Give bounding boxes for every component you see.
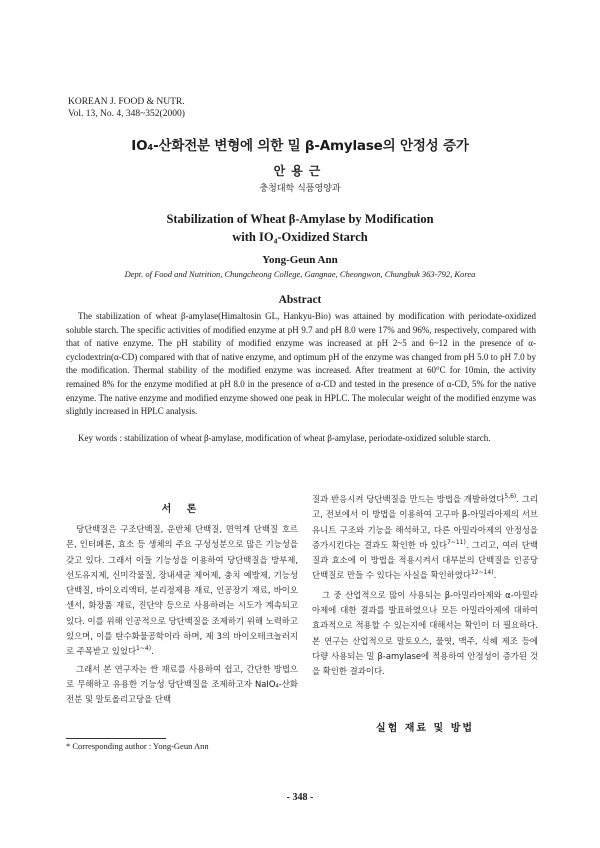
english-title-line2: with IO₄-Oxidized Starch	[232, 230, 368, 244]
korean-author: 안용근	[273, 164, 327, 178]
keywords: Key words : stabilization of wheat β-amylase, modification of wheat β-amylase, periodate-oxidized soluble starch.	[78, 433, 491, 443]
journal-name: KOREAN J. FOOD & NUTR.	[68, 97, 185, 107]
page-number: - 348 -	[286, 792, 314, 803]
journal-citation	[68, 96, 185, 120]
abstract-heading: Abstract	[278, 294, 322, 306]
section-heading-methods: 실험 재료 및 방법	[375, 723, 475, 734]
footnote-divider	[66, 738, 166, 739]
left-column	[66, 522, 298, 708]
korean-title: IO₄-산화전분 변형에 의한 밀 β-Amylase의 안정성 증가	[131, 138, 469, 154]
journal-volume: Vol. 13, No. 4, 348~352(2000)	[68, 109, 185, 119]
citation-ref: 7~11)	[446, 539, 466, 547]
section-heading-introduction: 서 론	[161, 504, 203, 515]
intro-paragraph-1-text: 당단백질은 구조단백질, 운반체 단백질, 면역계 단백질 호르몬, 인터페론, 효소 등 생체의 주요 구성성분으로 많은 기능성을 갖고 있다. 그래서 이들 기능성을 이용하여 당단백질을 방부제, 선도유지제, 신미각물질, 장내세균 제어제, 충치 예방제, 기능성 단백질, 바이오리액터, 분리정제용 재료, 인공장기 재료, 바이오센서, 화장품 재료, 진단약 등으로 사용하려는 시도가 계속되고 있다. 이를 위해 인공적으로 당단백질을 조제하기 위해 노력하고 있으며, 이를 탄수화물공학이라 하며, 제 3의 바이오테크놀러지로 주목받고 있었다	[66, 524, 298, 657]
citation-ref: 1~4)	[136, 645, 152, 653]
text-run: 질과 반응시켜 당단백질을 만드는 방법을 개발하였다	[312, 494, 505, 504]
english-title	[0, 210, 600, 246]
text-run: . 그리고, 여러 단백질과 효소에 이 방법을 적용시켜서 대부분의 단백질을 인공당단백질로 만들 수 있다는 사실을 확인하였다	[312, 539, 538, 581]
intro-paragraph-3: 질과 반응시켜 당단백질을 만드는 방법을 개발하였다$^{5,6)}$. 그리고, 전보에서 이 방법을 이용하여 고구마 β-아밀라아제의 서브유니트 구조와 기능을 해석하고, 다른 아밀라아제의 안정성을 증가시킨다는 결과도 확인한 바 있다$^{7\sim 11)}$. 그리고, 여러 단백질과 효소에 이 방법을 적용시켜서 대부분의 단백질을 인공당단백질로 만들 수 있다는 사실을 확인하였다$^{12\sim 14)}$.	[312, 493, 539, 581]
citation-ref: 5,6)	[504, 493, 517, 501]
citation-ref: 12~14)	[470, 569, 494, 577]
korean-affiliation: 충청대학 식품영양과	[259, 184, 341, 194]
abstract-text: The stabilization of wheat β-amylase(Himaltosin GL, Hankyu-Bio) was attained by modification with periodate-oxidized soluble starch. The specific activities of modified enzyme at pH 9.7 and pH 8.0 were 17% and 96%, respectively, compared with that of native enzyme. The pH stability of modified enzyme was increased at pH 2~5 and 6~12 in the presence of α-cyclodextrin(α-CD) compared with that of native enzyme, and optimum pH of the enzyme was changed from pH 5.0 to pH 7.0 by the modification. Thermal stability of the modified enzyme was increased. After treatment at 60°C for 10min, the activity remained 8% for the enzyme modified at pH 8.0 in the presence of α-CD and tested in the presence of α-CD, 5% for the native enzyme. The native enzyme and modified enzyme showed one peak in HPLC. The molecular weight of the modified enzyme was slightly increased in HPLC analysis.	[66, 311, 536, 417]
english-title-line1: Stabilization of Wheat β-Amylase by Modification	[166, 212, 434, 226]
corresponding-author-footnote: * Corresponding author : Yong-Geun Ann	[66, 741, 209, 751]
english-author: Yong-Geun Ann	[262, 254, 338, 266]
intro-paragraph-2: 그래서 본 연구자는 싼 재료를 사용하여 쉽고, 간단한 방법으로 무해하고 유용한 기능성 당단백질을 조제하고자 NaIO₄-산화 전분 및 말토올리고당을 단백	[66, 663, 298, 705]
english-affiliation: Dept. of Food and Nutrition, Chungcheong College, Gangnae, Cheongwon, Chungbuk 363-792, Korea	[124, 269, 476, 279]
intro-paragraph-1: 당단백질은 구조단백질, 운반체 단백질, 면역계 단백질 호르몬, 인터페론, 효소 등 생체의 주요 구성성분으로 많은 기능성을 갖고 있다. 그래서 이들 기능성을 이용하여 당단백질을 방부제, 선도유지제, 신미각물질, 장내세균 제어제, 충치 예방제, 기능성 단백질, 바이오리액터, 분리정제용 재료, 인공장기 재료, 바이오센서, 화장품 재료, 진단약 등으로 사용하려는 시도가 계속되고 있다. 이를 위해 인공적으로 당단백질을 조제하기 위해 노력하고 있으며, 이를 탄수화물공학이라 하며, 제 3의 바이오테크놀러지로 주목받고 있었다$^{1\sim 4)}$.	[66, 524, 298, 657]
right-column	[312, 492, 538, 680]
abstract-body	[66, 310, 536, 419]
intro-paragraph-4: 그 중 산업적으로 많이 사용되는 β-아밀라아제와 α-아밀라아제에 대한 결과를 발표하였으나 모든 아밀라아제에 대하여 효과적으로 적용할 수 있는지에 대해서는 확인이 더 필요하다. 본 연구는 산업적으로 말토오스, 물엿, 맥주, 식혜 제조 등에 다량 사용되는 밀 β-amylase에 적용하여 안정성이 증가된 것을 확인한 결과이다.	[312, 589, 538, 677]
text-run: . 그리고, 전보에서 이 방법을 이용하여 고구마 β-아밀라아제의 서브유니트 구조와 기능을 해석하고, 다른 아밀라아제의 안정성을 증가시킨다는 결과도 확인한 바 있다	[312, 494, 539, 550]
